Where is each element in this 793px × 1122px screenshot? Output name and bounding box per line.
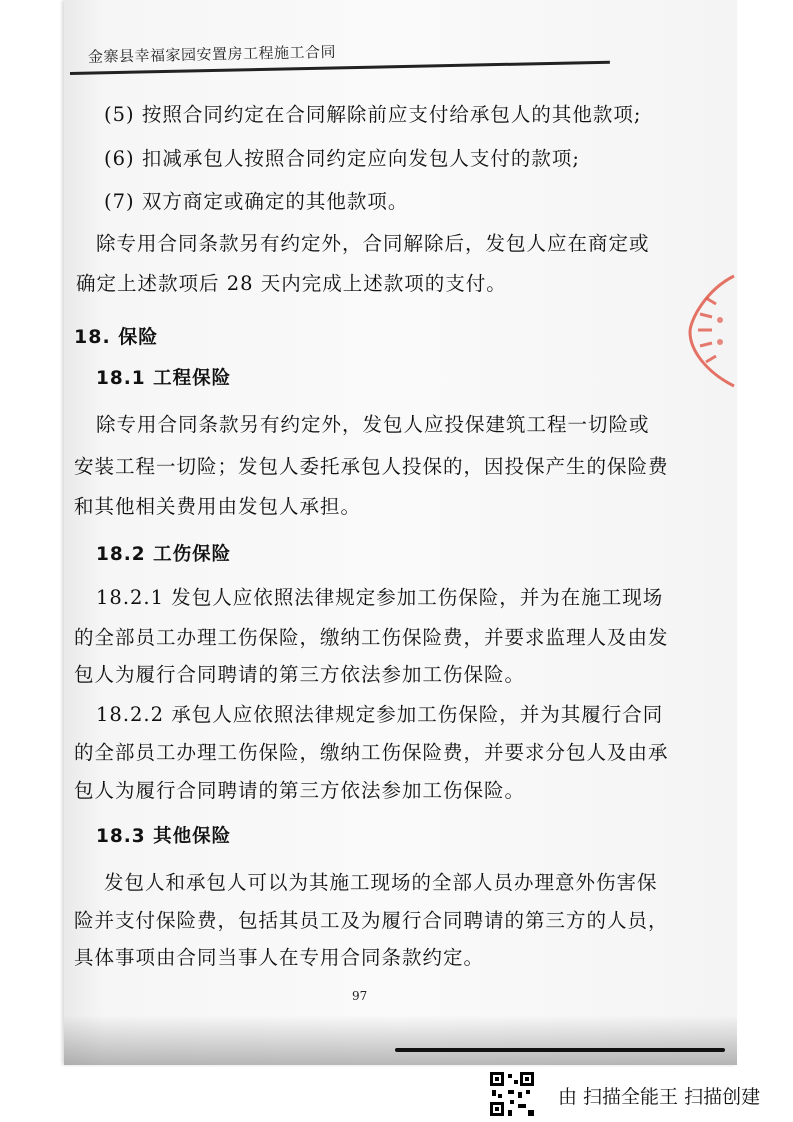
paragraph-line: 除专用合同条款另有约定外，发包人应投保建筑工程一切险或: [96, 413, 650, 436]
page-number: 97: [352, 989, 368, 1003]
bottom-rule: [395, 1048, 725, 1052]
page-edge-shadow: [64, 1015, 737, 1065]
running-header: 金寨县幸福家园安置房工程施工合同: [87, 42, 337, 66]
paragraph-line: 险并支付保险费，包括其员工及为履行合同聘请的第三方的人员，: [74, 909, 669, 932]
paragraph-line: 安装工程一切险；发包人委托承包人投保的，因投保产生的保险费: [74, 455, 669, 478]
paragraph-line: 具体事项由合同当事人在专用合同条款约定。: [74, 946, 485, 969]
paragraph-line: 的全部员工办理工伤保险，缴纳工伤保险费，并要求监理人及由发: [74, 626, 669, 649]
paragraph-line: 18.2.1 发包人应依照法律规定参加工伤保险，并为在施工现场: [96, 586, 664, 609]
official-seal-fragment: [676, 270, 736, 390]
subsection-heading-18-3: 18.3 其他保险: [96, 826, 232, 847]
subsection-heading-18-2: 18.2 工伤保险: [96, 544, 232, 565]
paragraph-line: 包人为履行合同聘请的第三方依法参加工伤保险。: [74, 779, 526, 802]
paragraph-line: 18.2.2 承包人应依照法律规定参加工伤保险，并为其履行合同: [96, 703, 664, 726]
section-heading-18: 18. 保险: [74, 326, 159, 348]
clause-item-7: (7) 双方商定或确定的其他款项。: [104, 190, 409, 213]
paragraph-line: 和其他相关费用由发包人承担。: [74, 495, 362, 518]
clause-item-6: (6) 扣减承包人按照合同约定应向发包人支付的款项;: [104, 147, 580, 170]
paragraph-line: 包人为履行合同聘请的第三方依法参加工伤保险。: [74, 663, 526, 686]
paragraph-line: 确定上述款项后 28 天内完成上述款项的支付。: [76, 272, 507, 295]
paragraph-line: 发包人和承包人可以为其施工现场的全部人员办理意外伤害保: [104, 871, 658, 894]
qr-code-icon: [488, 1070, 536, 1118]
paragraph-line: 的全部员工办理工伤保险，缴纳工伤保险费，并要求分包人及由承: [74, 741, 669, 764]
clause-item-5: (5) 按照合同约定在合同解除前应支付给承包人的其他款项;: [104, 103, 642, 126]
scanner-attribution: 由 扫描全能王 扫描创建: [558, 1086, 761, 1108]
subsection-heading-18-1: 18.1 工程保险: [96, 368, 232, 389]
paragraph-line: 除专用合同条款另有约定外，合同解除后，发包人应在商定或: [96, 232, 650, 255]
scanner-watermark: [488, 1070, 788, 1120]
